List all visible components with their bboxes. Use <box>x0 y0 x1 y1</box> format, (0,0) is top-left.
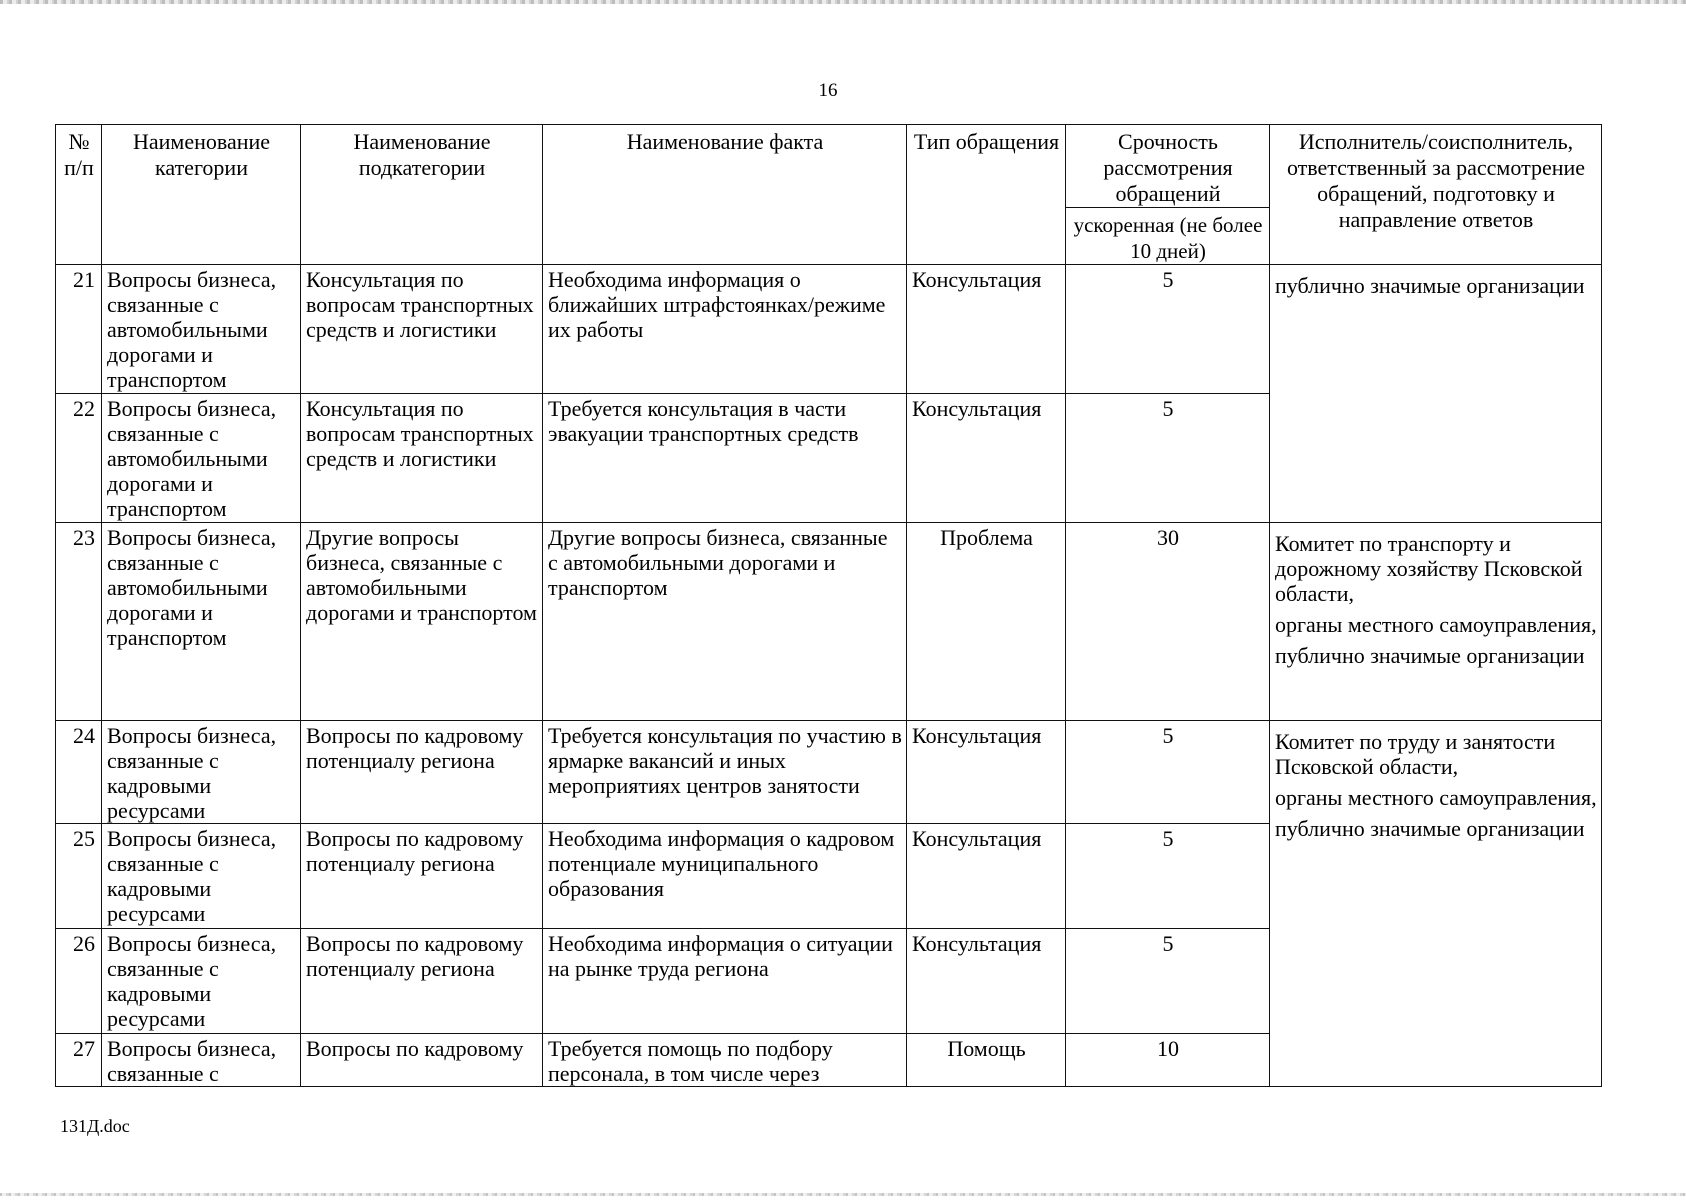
header-row <box>56 125 1602 208</box>
row-fact: Необходима информация о ситуации на рынке труда региона <box>543 929 907 1034</box>
row-type: Консультация <box>907 394 1066 523</box>
row-number: 24 <box>56 721 102 824</box>
executor-line: публично значимые организации <box>1275 816 1585 841</box>
executor-line: публично значимые организации <box>1275 643 1585 668</box>
page-number: 16 <box>818 80 838 101</box>
scan-edge-top <box>0 0 1686 4</box>
row-type: Консультация <box>907 265 1066 394</box>
row-type: Проблема <box>907 523 1066 721</box>
row-subcategory: Вопросы по кадровому потенциалу региона <box>301 929 543 1034</box>
row-category: Вопросы бизнеса, связанные с кадровыми ресурсами <box>102 721 301 824</box>
row-category: Вопросы бизнеса, связанные с кадровыми ресурсами <box>102 824 301 929</box>
row-days: 5 <box>1066 394 1270 523</box>
header-num: № п/п <box>56 125 102 265</box>
row-fact: Требуется помощь по подбору персонала, в том числе через <box>543 1034 907 1087</box>
row-subcategory: Вопросы по кадровому потенциалу региона <box>301 824 543 929</box>
footer-filename: 131Д.doc <box>60 1116 130 1136</box>
header-fact: Наименование факта <box>543 125 907 265</box>
row-number: 27 <box>56 1034 102 1087</box>
row-subcategory: Консультация по вопросам транспортных средств и логистики <box>301 394 543 523</box>
row-executor <box>1270 523 1602 721</box>
header-type: Тип обращения <box>907 125 1066 265</box>
row-fact: Другие вопросы бизнеса, связанные с автомобильными дорогами и транспортом <box>543 523 907 721</box>
executor-line: Комитет по труду и занятости Псковской области, <box>1275 729 1556 779</box>
row-days: 5 <box>1066 824 1270 929</box>
row-category: Вопросы бизнеса, связанные с автомобильными дорогами и транспортом <box>102 523 301 721</box>
row-subcategory: Вопросы по кадровому потенциалу региона <box>301 721 543 824</box>
row-fact: Требуется консультация в части эвакуации транспортных средств <box>543 394 907 523</box>
table-row <box>56 523 1602 721</box>
header-urgency-accelerated: ускоренная (не более 10 дней) <box>1066 208 1270 265</box>
row-subcategory: Консультация по вопросам транспортных средств и логистики <box>301 265 543 394</box>
row-days: 10 <box>1066 1034 1270 1087</box>
row-number: 26 <box>56 929 102 1034</box>
row-executor <box>1270 721 1602 1087</box>
row-category: Вопросы бизнеса, связанные с <box>102 1034 301 1087</box>
row-type: Консультация <box>907 721 1066 824</box>
table-row <box>56 265 1602 394</box>
row-category: Вопросы бизнеса, связанные с автомобильными дорогами и транспортом <box>102 394 301 523</box>
row-days: 5 <box>1066 721 1270 824</box>
row-days: 30 <box>1066 523 1270 721</box>
row-number: 22 <box>56 394 102 523</box>
scan-edge-bottom <box>0 1193 1686 1196</box>
row-category: Вопросы бизнеса, связанные с автомобильными дорогами и транспортом <box>102 265 301 394</box>
header-category: Наименование категории <box>102 125 301 265</box>
header-urgency: Срочность рассмотрения обращений <box>1066 125 1270 208</box>
table-row <box>56 721 1602 824</box>
executor-line: органы местного самоуправления, <box>1275 785 1597 810</box>
executor-line: публично значимые организации <box>1275 273 1585 298</box>
row-subcategory: Другие вопросы бизнеса, связанные с автомобильными дорогами и транспортом <box>301 523 543 721</box>
row-number: 25 <box>56 824 102 929</box>
row-number: 23 <box>56 523 102 721</box>
row-fact: Требуется консультация по участию в ярмарке вакансий и иных мероприятиях центров занятости <box>543 721 907 824</box>
row-type: Помощь <box>907 1034 1066 1087</box>
row-fact: Необходима информация о кадровом потенциале муниципального образования <box>543 824 907 929</box>
row-fact: Необходима информация о ближайших штрафстоянках/режиме их работы <box>543 265 907 394</box>
header-executor: Исполнитель/соисполнитель, ответственный за рассмотрение обращений, подготовку и направление ответов <box>1270 125 1602 265</box>
row-days: 5 <box>1066 929 1270 1034</box>
facts-table <box>55 124 1602 1087</box>
row-subcategory: Вопросы по кадровому <box>301 1034 543 1087</box>
row-type: Консультация <box>907 929 1066 1034</box>
header-subcategory: Наименование подкатегории <box>301 125 543 265</box>
executor-line: органы местного самоуправления, <box>1275 612 1597 637</box>
row-category: Вопросы бизнеса, связанные с кадровыми ресурсами <box>102 929 301 1034</box>
row-type: Консультация <box>907 824 1066 929</box>
row-days: 5 <box>1066 265 1270 394</box>
row-executor <box>1270 265 1602 523</box>
row-number: 21 <box>56 265 102 394</box>
executor-line: Комитет по транспорту и дорожному хозяйству Псковской области, <box>1275 531 1583 606</box>
